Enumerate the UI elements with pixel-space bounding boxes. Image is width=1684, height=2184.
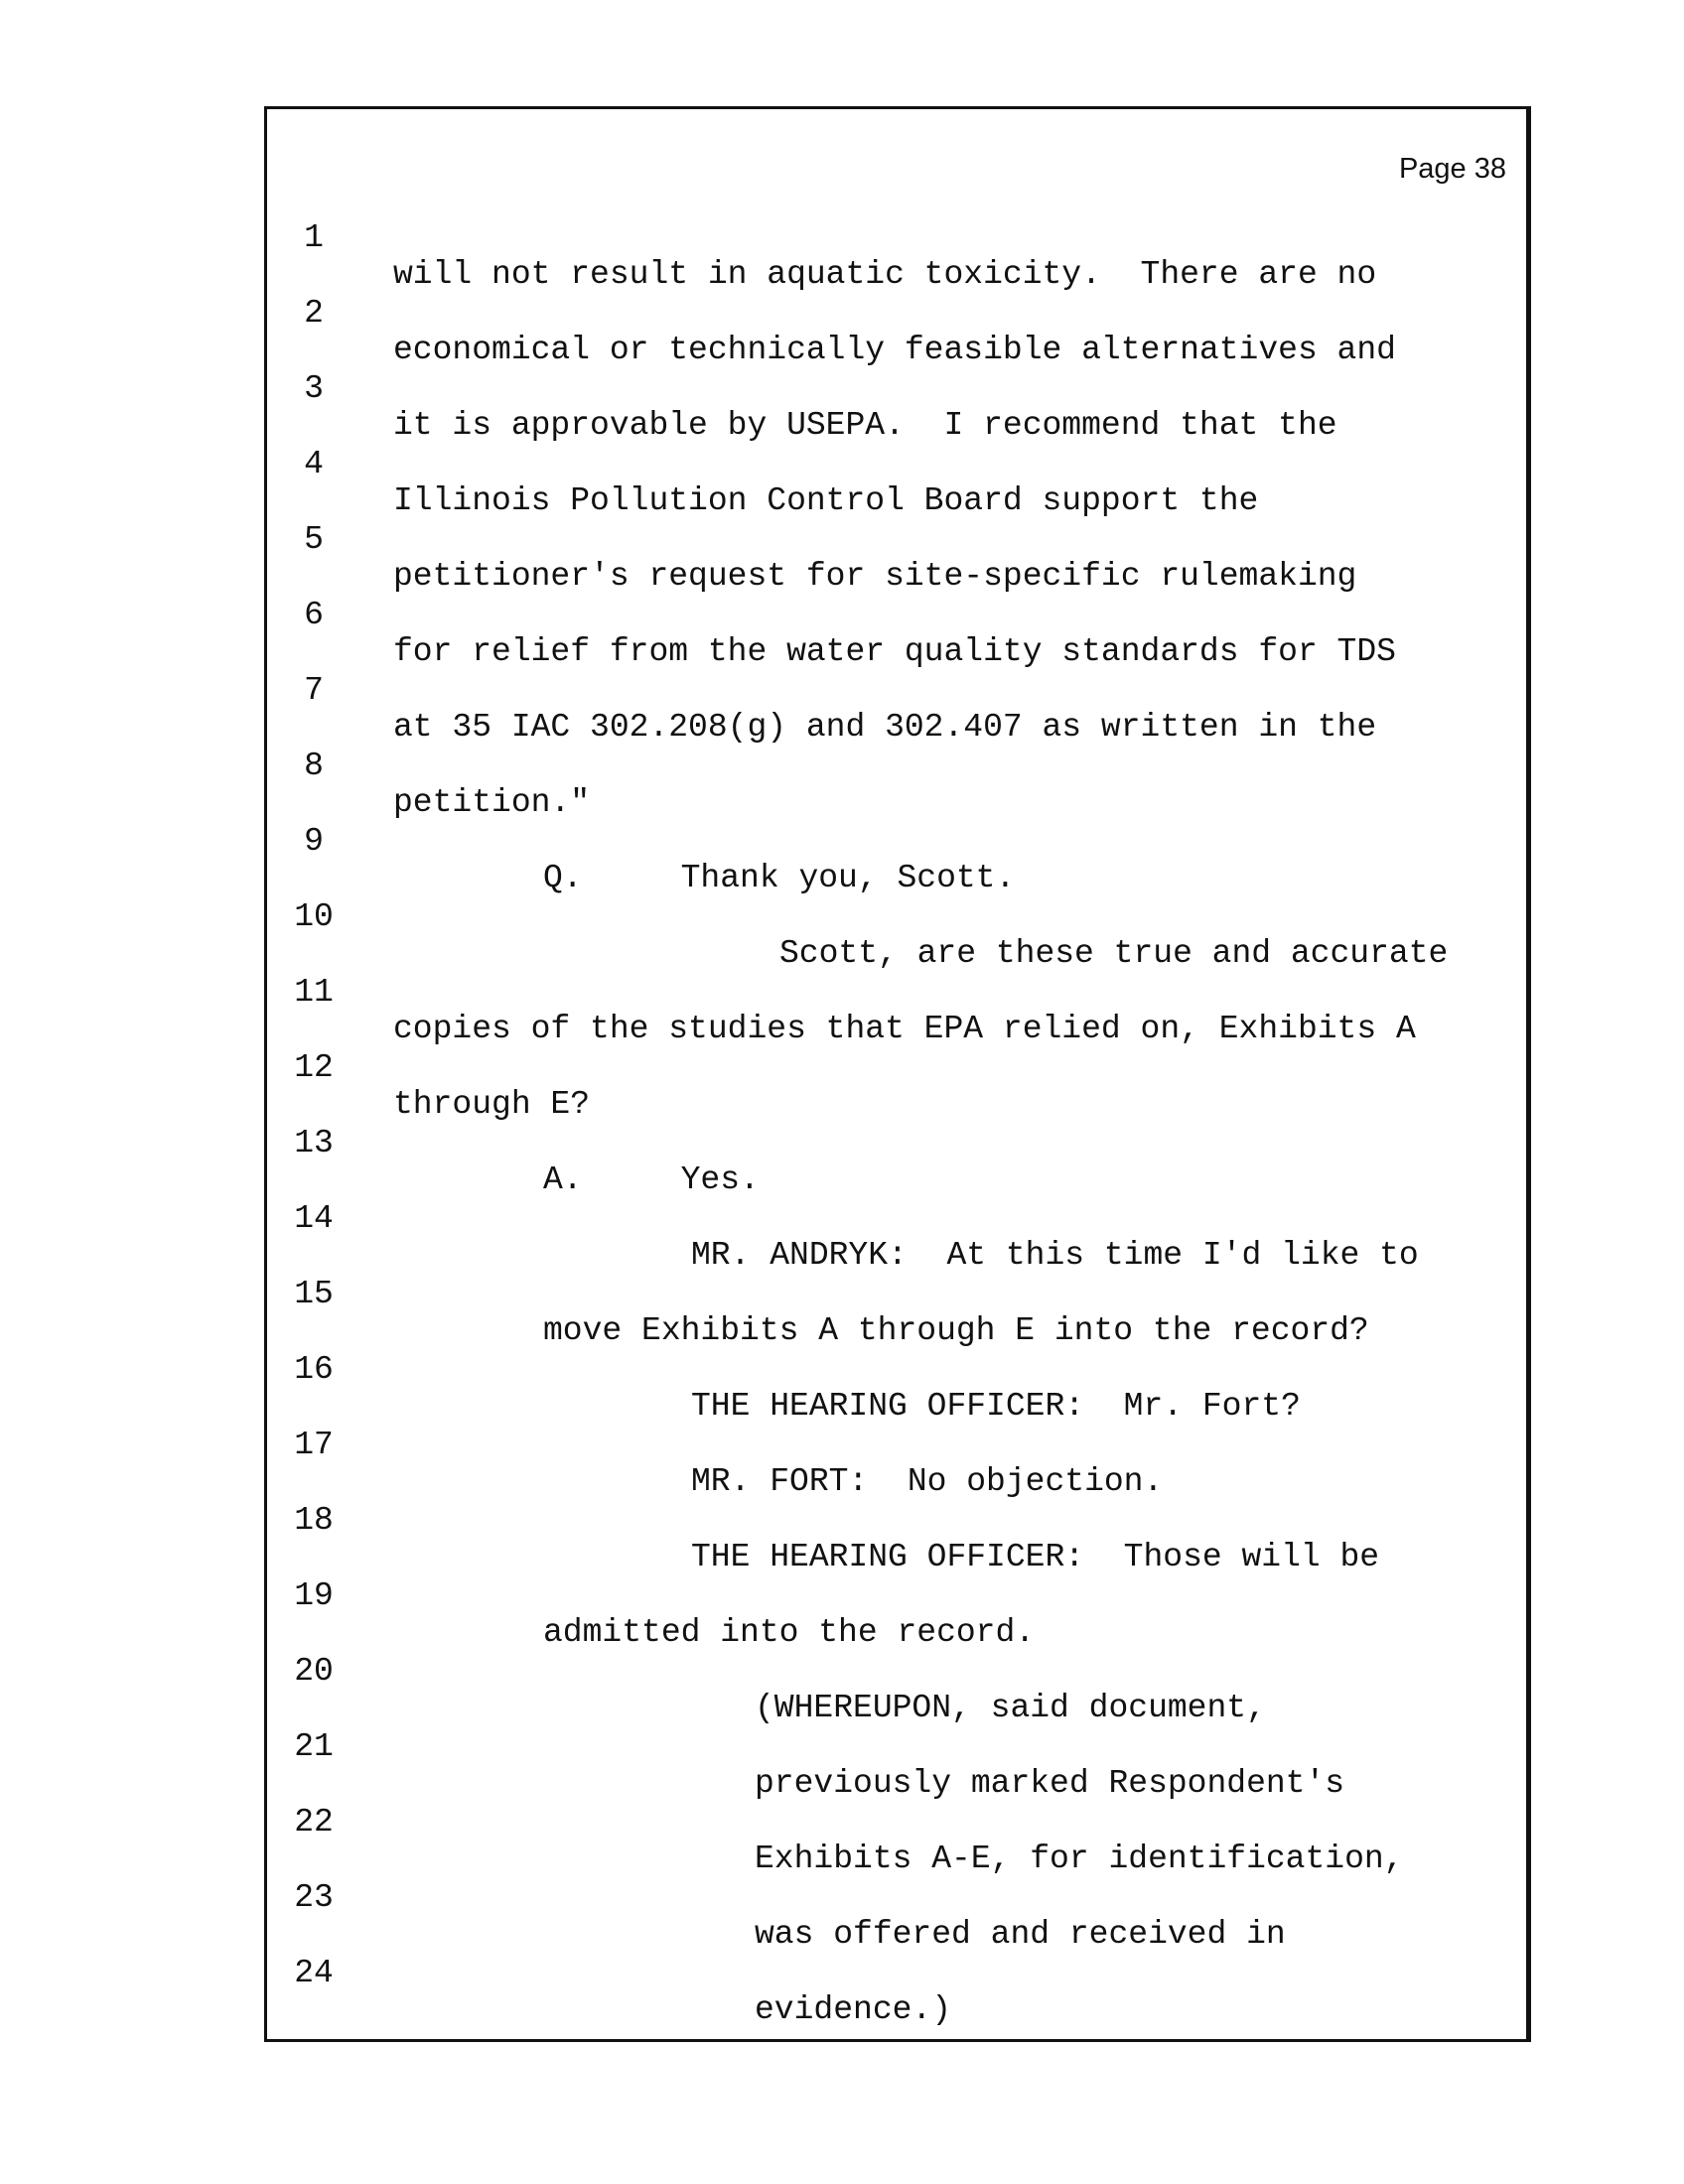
line-text: Scott, are these true and accurate: [779, 935, 1449, 972]
line-number: 19: [294, 1577, 334, 1614]
line-text: (WHEREUPON, said document,: [755, 1690, 1266, 1726]
transcript-line: [267, 1692, 1526, 1802]
line-number: 4: [304, 446, 324, 482]
transcript-line: [267, 1239, 1526, 1349]
line-text: for relief from the water quality standards for TDS: [393, 633, 1396, 670]
transcript-line: [267, 1843, 1526, 1953]
line-text: was offered and received in: [755, 1916, 1286, 1953]
transcript-line: [267, 258, 1526, 368]
transcript-line: [267, 409, 1526, 519]
line-number: 9: [304, 823, 324, 860]
line-text: evidence.): [755, 1991, 952, 2028]
transcript-line: [267, 484, 1526, 595]
line-number: 1: [304, 219, 324, 256]
line-text: petitioner's request for site-specific rulemaking: [393, 558, 1357, 595]
line-number: 11: [294, 974, 334, 1011]
line-number: 14: [294, 1200, 334, 1237]
line-number: 24: [294, 1955, 334, 1991]
line-text: Illinois Pollution Control Board support the: [393, 482, 1259, 519]
line-text: MR. ANDRYK: At this time I'd like to: [691, 1237, 1419, 1274]
line-text: will not result in aquatic toxicity. There are no: [393, 256, 1377, 293]
line-text: through E?: [393, 1086, 591, 1123]
page-number: Page 38: [1398, 153, 1506, 185]
line-text: previously marked Respondent's: [755, 1765, 1345, 1802]
transcript-line: [267, 1465, 1526, 1575]
transcript-line: [267, 1314, 1526, 1425]
transcript-line: [267, 1918, 1526, 2028]
line-number: 21: [294, 1728, 334, 1765]
line-number: 2: [304, 295, 324, 332]
line-text: admitted into the record.: [543, 1614, 1036, 1651]
transcript-line: [267, 937, 1526, 1047]
line-text: petition.": [393, 784, 591, 821]
transcript-line: [267, 560, 1526, 670]
transcript-line: [267, 1163, 1526, 1274]
line-number: 20: [294, 1653, 334, 1690]
line-text: move Exhibits A through E into the record?: [543, 1312, 1369, 1349]
transcript-line: [267, 1088, 1526, 1198]
line-text: A. Yes.: [543, 1161, 760, 1198]
line-number: 7: [304, 672, 324, 709]
transcript-page: [264, 106, 1531, 2042]
line-number: 3: [304, 370, 324, 407]
line-text: Q. Thank you, Scott.: [543, 860, 1016, 896]
line-number: 15: [294, 1276, 334, 1312]
transcript-line: [267, 1390, 1526, 1500]
line-number: 6: [304, 597, 324, 633]
line-number: 17: [294, 1427, 334, 1463]
line-number: 16: [294, 1351, 334, 1388]
transcript-line: [267, 1767, 1526, 1877]
transcript-line: [267, 1616, 1526, 1726]
line-text: THE HEARING OFFICER: Those will be: [691, 1539, 1380, 1575]
transcript-line: [267, 711, 1526, 821]
line-text: economical or technically feasible alternatives and: [393, 332, 1396, 368]
line-text: THE HEARING OFFICER: Mr. Fort?: [691, 1388, 1301, 1425]
line-number: 12: [294, 1049, 334, 1086]
transcript-line: [267, 786, 1526, 896]
line-text: Exhibits A-E, for identification,: [755, 1841, 1404, 1877]
line-number: 18: [294, 1502, 334, 1539]
transcript-line: [267, 334, 1526, 444]
line-text: it is approvable by USEPA. I recommend that the: [393, 407, 1337, 444]
line-number: 10: [294, 898, 334, 935]
line-number: 23: [294, 1879, 334, 1916]
line-number: 8: [304, 748, 324, 784]
line-text: copies of the studies that EPA relied on, Exhibits A: [393, 1011, 1416, 1047]
line-number: 22: [294, 1804, 334, 1841]
transcript-line: [267, 862, 1526, 972]
transcript-line: [267, 1541, 1526, 1651]
transcript-line: [267, 635, 1526, 746]
transcript-line: [267, 1013, 1526, 1123]
line-number: 13: [294, 1125, 334, 1161]
line-text: MR. FORT: No objection.: [691, 1463, 1164, 1500]
line-text: at 35 IAC 302.208(g) and 302.407 as written in the: [393, 709, 1377, 746]
transcript-line: [267, 183, 1526, 293]
line-number: 5: [304, 521, 324, 558]
